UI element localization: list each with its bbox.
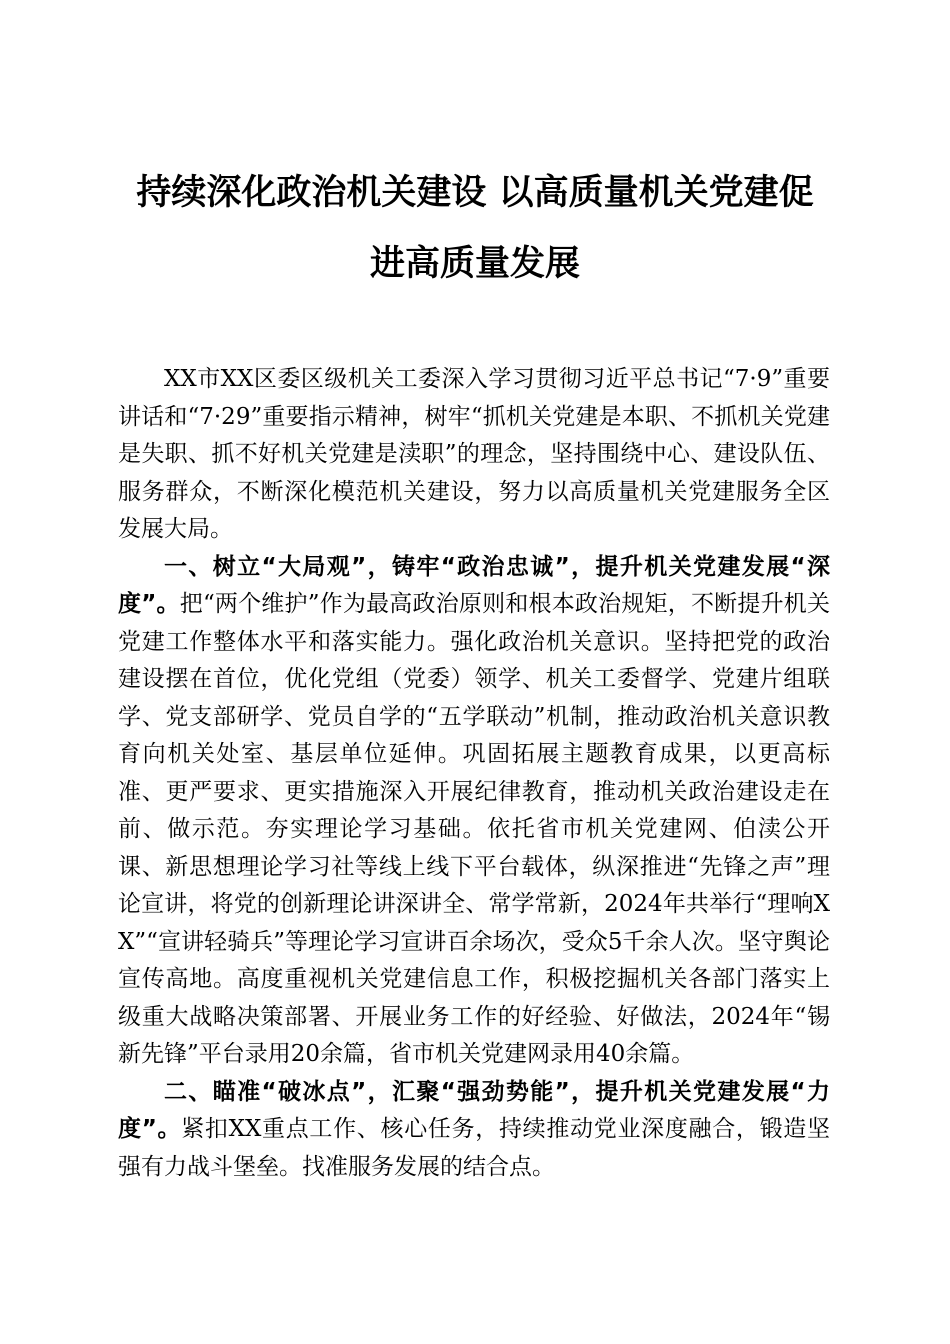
intro-paragraph: XX市XX区委区级机关工委深入学习贯彻习近平总书记“7·9”重要讲话和“7·29”重要指示精神，树牢“抓机关党建是本职、不抓机关党建是失职、抓不好机关党建是渎职”的理念，坚持围绕中心、建设队伍、服务群众，不断深化模范机关建设，努力以高质量机关党建服务全区发展大局。 [118, 366, 830, 542]
section-1-text: 把“两个维护”作为最高政治原则和根本政治规矩，不断提升机关党建工作整体水平和落实能力。强化政治机关意识。坚持把党的政治建设摆在首位，优化党组（党委）领学、机关工委督学、党建片组联学、党支部研学、党员自学的“五学联动”机制，推动政治机关意识教育向机关处室、基层单位延伸。巩固拓展主题教育成果，以更高标准、更严要求、更实措施深入开展纪律教育，推动机关政治建设走在前、做示范。夯实理论学习基础。依托省市机关党建网、伯渎公开课、新思想理论学习社等线上线下平台载体，纵深推进“先锋之声”理论宣讲，将党的创新理论讲深讲全、常学常新，2024年共举行“理响XX”“宣讲轻骑兵”等理论学习宣讲百余场次，受众5千余人次。坚守舆论宣传高地。高度重视机关党建信息工作，积极挖掘机关各部门落实上级重大战略决策部署、开展业务工作的好经验、好做法，2024年“锡新先锋”平台录用20余篇，省市机关党建网录用40余篇。 [118, 591, 830, 1067]
section-1-paragraph [118, 549, 830, 1074]
document-title-line-1: 持续深化政治机关建设 以高质量机关党建促 [136, 172, 814, 213]
section-1-heading: 一、树立“大局观”，铸牢“政治忠诚”，提升机关党建发展“深度”。 [118, 553, 830, 617]
document-body [118, 361, 830, 1186]
section-2-heading: 二、瞄准“破冰点”，汇聚“强劲势能”，提升机关党建发展“力度”。 [118, 1078, 830, 1142]
document-title-line-2: 进高质量发展 [369, 243, 580, 284]
section-2-text: 紧扣XX重点工作、核心任务，持续推动党业深度融合，锻造坚强有力战斗堡垒。找准服务发展的结合点。 [118, 1116, 830, 1180]
section-2-paragraph [118, 1074, 830, 1187]
